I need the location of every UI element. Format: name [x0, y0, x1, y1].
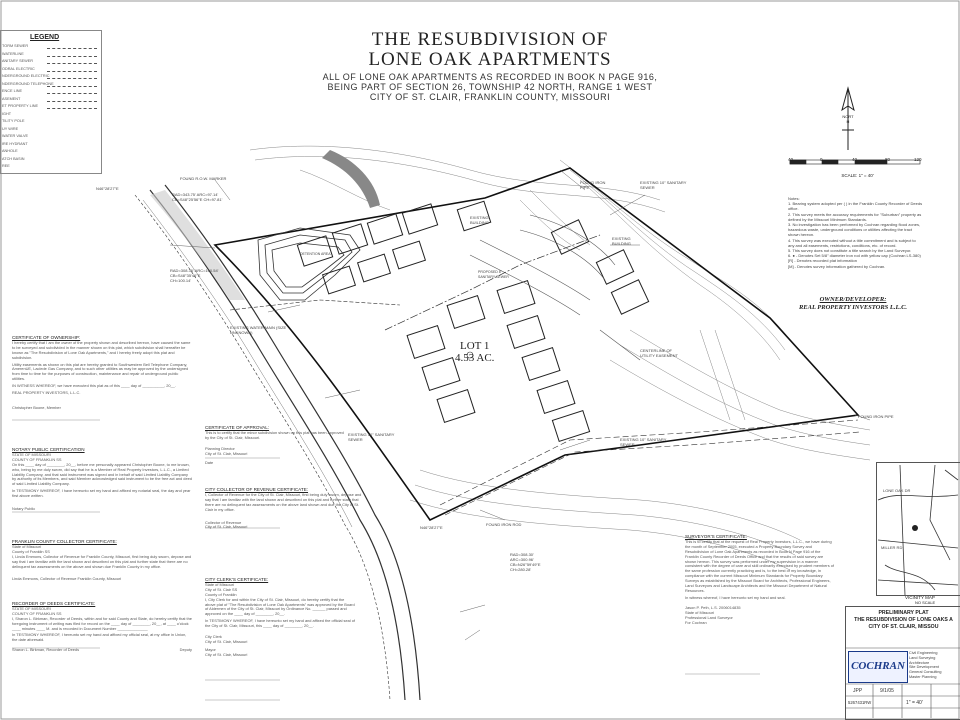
note-item: 1. Bearing system adopted per ( ) in the Franklin County Recorder of Deeds office.: [788, 201, 923, 212]
scale-tick: 120: [914, 157, 922, 162]
owner-label: OWNER/DEVELOPER:: [819, 296, 887, 303]
found-iron-rod-label: FOUND IRON ROD: [486, 522, 522, 527]
service-item: Architecture: [909, 660, 930, 665]
vicinity-map-label: VICINITY MAP: [905, 595, 935, 600]
note-item: [M] - Denotes survey information gathered by Cochran.: [788, 263, 886, 269]
scale-tick: 0: [820, 157, 823, 162]
cert-signer: Christopher Boone, Member: [12, 404, 61, 410]
legend-item: IGHT: [2, 111, 12, 116]
cert-state: State of Missouri: [205, 581, 234, 587]
vicinity-map: [876, 462, 960, 596]
proposed-sewer-label: PROPOSED 8" SANITARY SEWER: [478, 270, 509, 279]
legend-item: IRE HYDRANT: [2, 141, 28, 146]
city-clerk-certificate: [205, 578, 355, 658]
city-collector-certificate: [205, 488, 365, 530]
legend-item: ASEMENT: [2, 97, 98, 106]
subtitle-line-1: ALL OF LONE OAK APARTMENTS AS RECORDED IN BOOK N PAGE 916,: [322, 72, 658, 82]
approval-certificate: [205, 426, 345, 465]
legend-item: WATERLINE: [2, 52, 98, 61]
legend-item: ANHOLE: [2, 149, 18, 153]
service-item: Master Planning: [909, 674, 937, 679]
water-main-label: EXISTING WATER MAIN (SIZE UNKNOWN): [230, 325, 287, 335]
cert-title: RECORDER OF DEEDS CERTIFICATE:: [12, 601, 96, 606]
service-item: Civil Engineering: [909, 651, 938, 655]
legend-item: ENCE LINE: [2, 89, 98, 98]
legend-item: WATER VALVE: [2, 134, 29, 138]
note-item: 2. This survey meets the accuracy requirements for "Suburban" property as defined by the Missouri Minimum Standards.: [788, 211, 922, 222]
cert-text: I, Sharon L. Birkman, Recorder of Deeds, within and for said County and State, do hereby certify that the foregoing instrument of writing was filed for record on the ____ day of ________, 20__, at ____ o'clock ____ minutes ____ M. and is recorded in Document Number ______________: [12, 615, 192, 631]
cert-signer: Sharon L. Birkman, Recorder of Deeds: [12, 647, 80, 653]
plat-title: [330, 30, 650, 70]
scale-tick: 40: [788, 157, 794, 162]
cert-signer: For Cochran: [685, 619, 707, 625]
cert-text: This is to certify that the minor subdivision shown on this plat has been approved by the City of St. Clair, Missouri.: [205, 429, 344, 440]
building-footprints: [297, 201, 648, 441]
cert-title: FRANKLIN COUNTY COLLECTOR CERTIFICATE:: [12, 539, 117, 544]
cert-text: In witness whereof, I have hereunto set my hand and seal.: [685, 594, 786, 600]
cert-county: County of Franklin: [205, 591, 237, 597]
note-item: 5. This survey does not constitute a title search by the Land Surveyor.: [788, 248, 912, 254]
centerline-label: CENTERLINE OF UTILITY EASEMENT: [640, 348, 678, 358]
found-iron-pipe-label: FOUND IRON PIPE: [580, 180, 606, 190]
curve-data-label: RAD=308.36' ARC=100.54' CB=S48°35'40"E CH=100.14': [170, 268, 219, 283]
curve-data-label: RAD=343.75' ARC=97.14' CB=S48°25'56"E CH=97.81': [172, 192, 223, 202]
cert-county: COUNTY OF FRANKLIN SS: [12, 456, 62, 462]
owner-name: REAL PROPERTY INVESTORS L.L.C.: [798, 304, 908, 311]
scale: [790, 157, 925, 178]
cert-title: CERTIFICATE OF APPROVAL:: [205, 425, 270, 430]
subtitle-line-2: BEING PART OF SECTION 26, TOWNSHIP 42 NORTH, RANGE 1 WEST: [327, 82, 653, 92]
cert-text: On this ____ day of ________, 20__, before me personally appeared Christopher Boone, to me known, who, being by me duly sworn, did say that he is a Member of Real Property Investors, L.L.C., a Limited Liability Company, and that said instrument was signed and in behalf of said Limited Liability Company by authority of its Members, and said Member acknowledged said instrument to be the free act and deed of said Limited Liability Company.: [12, 461, 192, 487]
existing-sewer-label: EXISTING 10" SANITARY SEWER: [348, 432, 395, 442]
cert-text: In TESTIMONY WHEREOF, I have hereunto set my hand and affixed my notarial seal, the day and year first above written.: [12, 488, 191, 499]
cert-signer: Linda Emmons, Collector of Revenue Franklin County, Missouri: [12, 576, 122, 582]
legend-item: UY WIRE: [2, 126, 19, 131]
legend-item: ANITARY SEWER: [2, 59, 98, 68]
cert-signer: City of St. Clair, Missouri: [205, 450, 248, 456]
service-item: General Consulting: [909, 670, 942, 675]
owner-developer: [778, 296, 928, 312]
cert-signer: City Clerk: [205, 634, 222, 640]
note-item: 4. This survey was executed without a title commitment and is subject to any and all easements, restrictions, conditions, etc. of record.: [788, 237, 916, 248]
cert-title: CERTIFICATE OF OWNERSHIP:: [12, 335, 81, 340]
detention-label: DETENTION AREA: [300, 252, 331, 256]
cert-signer: Collector of Revenue: [205, 519, 242, 525]
cert-signer: City of St. Clair, Missouri: [205, 524, 248, 530]
existing-sewer-label: EXISTING 10" SANITARY SEWER: [640, 180, 687, 190]
note-item: 3. No investigation has been performed by Cochran regarding flood zones, hazardous waste, underground conditions or utilities affecting the tract shown hereon.: [788, 222, 921, 238]
note-item: [R] - Denotes recorded plat information: [788, 258, 857, 264]
notes-block: [788, 196, 923, 269]
drawn-by: JPP: [853, 688, 863, 694]
cert-title: CITY CLERK'S CERTIFICATE:: [205, 577, 269, 582]
curb-wall: [322, 150, 380, 208]
property-boundary: [215, 168, 858, 520]
cert-title: NOTARY PUBLIC CERTIFICATION: [12, 447, 85, 452]
lot-area: 4.53 AC.: [455, 352, 495, 364]
legend-item: REE: [2, 164, 10, 168]
cert-text: In TESTIMONY WHEREOF, I hereunto set my hand and affixed my official seal, at my office in Union, the date aforesaid.: [12, 632, 187, 643]
recorder-certificate: [12, 602, 192, 653]
cert-title: SURVEYOR'S CERTIFICATE:: [685, 534, 747, 539]
notary-certificate: [12, 448, 192, 512]
vicinity-road-label: LONE OAK DR: [883, 488, 911, 493]
cert-county: COUNTY OF FRANKLIN SS: [12, 610, 62, 616]
vicinity-road-label: MILLER RD: [881, 545, 903, 550]
drawing-date: 9/1/05: [880, 688, 894, 694]
bearing-label: N46°28'27"E: [96, 186, 119, 191]
legend-item: TILITY POLE: [2, 119, 25, 123]
ownership-certificate: [12, 336, 192, 411]
cert-signer: Notary Public: [12, 506, 36, 512]
existing-building-label: EXISTING BUILDING: [470, 215, 489, 225]
legend-item: ET PROPERTY LINE: [2, 104, 98, 113]
cert-text: In TESTIMONY WHEREOF, I have hereunto set my hand and affixed the official seal of the City of St. Clair, Missouri, this ____ day of ________, 20__.: [205, 618, 356, 629]
surveyor-certificate: [685, 535, 835, 625]
sanitary-sewer-line: [385, 235, 600, 330]
cert-text: Utility easements as shown on this plat are hereby granted to Southwestern Bell Telephone Company, AmerenUE, Laclede Gas Company, and to such other utilities as may be approved by the undersigned from time to time for the purposes of construction, maintenance and repair of underground public utilities.: [12, 361, 189, 382]
title-block-text: [847, 610, 960, 631]
vicinity-map-scale: NO SCALE: [915, 600, 936, 605]
utility-easement-line: [440, 420, 858, 505]
service-item: Site Development: [909, 665, 939, 670]
title-block-line: PRELIMINARY PLAT: [878, 610, 929, 616]
cert-signer: State of Missouri: [685, 609, 714, 615]
cert-state: STATE OF MISSOURI: [12, 451, 51, 457]
cert-text: IN WITNESS WHEREOF, we have executed this plat as of this ____ day of __________, 20__.: [12, 383, 176, 389]
plat-subtitle: [300, 72, 680, 102]
existing-sewer-label: EXISTING 10" SANITARY SEWER: [620, 437, 667, 447]
bearing-label: N46°28'27"E: [420, 525, 443, 530]
job-number: 5267431RW: [848, 700, 872, 705]
found-row-marker-label: FOUND R.O.W. MARKER: [180, 176, 227, 181]
title-block-line: CITY OF ST. CLAIR, MISSOU: [868, 624, 939, 630]
legend-item: TORM SEWER: [2, 44, 98, 53]
company-services: [909, 651, 959, 680]
county-collector-certificate: [12, 540, 192, 582]
legend-item: NDERGROUND ELECTRIC: [2, 74, 98, 83]
cert-signer: Planning Director: [205, 445, 235, 451]
legend-title: LEGEND: [30, 34, 60, 41]
north-label: NORTH: [842, 114, 854, 124]
scale-label: SCALE: 1" = 40': [841, 173, 874, 178]
service-item: Land Surveying: [909, 655, 936, 660]
cert-city: City of St. Clair SS: [205, 586, 238, 592]
lot-name: LOT 1: [460, 340, 490, 352]
cert-signer: Mayor: [205, 646, 216, 652]
cert-signer: Jason P. Peth, L.S. 2006014835: [685, 604, 741, 610]
company-logo: COCHRAN: [851, 660, 905, 672]
drawing-scale: 1" = 40': [906, 700, 923, 706]
cert-text: I, City Clerk for and within the City of St. Clair, Missouri, do hereby certify that the above plat of "The Resubdivision of Lone Oak Apartments" was approved by the Board of Aldermen of the City of St. Clair, Missouri by Ordinance No. ______ passed and approved on the ____ day of ________, 20__.: [205, 596, 355, 617]
cert-text: I hereby certify that I am the owner of the property shown and described hereon, have caused the same to be surveyed and subdivided in the manner shown on this plat, which subdivision shall hereafter be known as "The Resubdivision of Lone Oak Apartments," and I hereby freely adopt this plat and subdivision.: [12, 339, 191, 360]
cert-county: County of Franklin SS: [12, 548, 50, 554]
note-item: 6. ● - Denotes Set 5/8" diameter iron rod with yellow cap (Cochran LS-380): [788, 253, 921, 259]
scale-tick: 80: [885, 157, 891, 162]
cert-state: State of Missouri: [12, 543, 41, 549]
cert-deputy: Deputy: [179, 647, 192, 653]
existing-building-label: EXISTING BUILDING: [612, 236, 631, 246]
cert-signer: Professional Land Surveyor: [685, 614, 733, 620]
curve-data-label: RAD=308.30' ARC=300.96' CB=N26°59'49"E CH=280.28': [510, 552, 541, 572]
cert-signer: City of St. Clair, Missouri: [205, 651, 248, 657]
cert-text: I, Linda Emmons, Collector of Revenue for Franklin County, Missouri, first being duly sworn, depose and say that I am familiar with the land shown and described on this plat and further state that there are no delinquent tax assessments on the above and shown due Franklin County in my office.: [12, 553, 192, 569]
cert-text: I, Collector of Revenue for the City of St. Clair, Missouri, first being duly sworn, depose and say that I am familiar with the land shown and described on this plat and further state that there are no delinquent tax assessments on the above land shown and due the City of St. Clair in my office.: [205, 491, 362, 512]
legend-item: NDERGROUND TELEPHONE: [2, 82, 98, 91]
subtitle-line-3: CITY OF ST. CLAIR, FRANKLIN COUNTY, MISSOURI: [369, 92, 611, 102]
cert-title: CITY COLLECTOR OF REVENUE CERTIFICATE:: [205, 487, 309, 492]
cert-state: STATE OF MISSOURI: [12, 605, 51, 611]
title-line-2: LONE OAK APARTMENTS: [368, 49, 612, 70]
legend-item: ATCH BASIN: [2, 156, 25, 161]
found-iron-pipe-label: FOUND IRON PIPE: [858, 414, 894, 419]
scale-tick: 40: [852, 157, 858, 162]
cert-date: Date: [205, 459, 214, 465]
cert-text: This is to certify that at the request of Real Property Investors, L.L.C., we have during the month of September 2005, executed a Property Boundary Survey and Resubdivision of Lone Oak Apartments as recorded in Book N Page 916 of the Franklin County Recorder of Deeds Office and that the results of said survey are shown hereon. This survey was performed under my supervision in a manner consistent with the degree of care and skill ordinarily exercised by prudent members of the same profession currently practicing and is, to the best of my knowledge, in compliance with the current Missouri Minimum Standards for Property Boundary Surveys as established by the Missouri Board for Architects, Professional Engineers, Land Surveyors and Landscape Architects and the Missouri Department of Natural Resources.: [685, 538, 834, 593]
cert-signer: City of St. Clair, Missouri: [205, 638, 248, 644]
water-main-line: [230, 300, 400, 310]
title-line-1: THE RESUBDIVISION OF: [371, 29, 609, 50]
cert-company: REAL PROPERTY INVESTORS, L.L.C.: [12, 390, 81, 396]
legend-item: ODRAL ELECTRIC: [2, 67, 98, 76]
legend-list: [0, 44, 100, 172]
road-hatching: [150, 190, 245, 300]
title-block-line: THE RESUBDIVISION OF LONE OAKS A: [854, 617, 953, 623]
notes-heading: Notes:: [788, 196, 800, 201]
lot-label: [455, 340, 494, 364]
